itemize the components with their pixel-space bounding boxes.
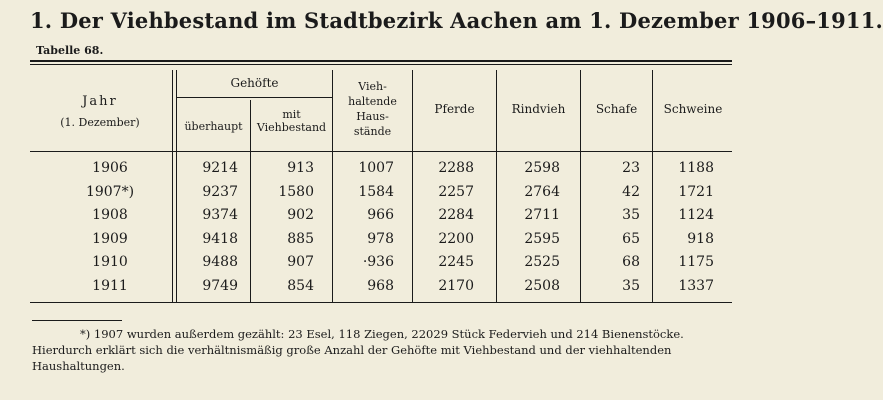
table-cell-schweine: 1721	[678, 183, 714, 200]
table-bottom-rule	[30, 302, 732, 303]
table-cell-ueberhaupt: 9749	[202, 277, 238, 294]
header-ueberhaupt: überhaupt	[184, 120, 243, 133]
table-row-year: 1911	[92, 277, 128, 294]
table-cell-rindvieh: 2595	[524, 230, 560, 247]
table-cell-schweine: 1337	[678, 277, 714, 294]
table-cell-schafe: 68	[622, 254, 640, 270]
table-cell-ueberhaupt: 9214	[202, 160, 238, 176]
header-viehhaltende-4: stände	[353, 125, 392, 138]
table-row-year: 1909	[92, 230, 128, 247]
table-cell-mit-vieh: 1580	[278, 183, 314, 200]
table-cell-haushalte: 966	[367, 207, 394, 223]
table-cell-schweine: 918	[687, 230, 714, 247]
table-cell-mit-vieh: 913	[287, 160, 314, 176]
table-cell-schafe: 35	[622, 207, 640, 223]
table-cell-schafe: 23	[622, 160, 640, 176]
footnote-rule	[32, 320, 122, 321]
table-cell-haushalte: 968	[367, 277, 394, 294]
gehoefte-group-rule	[177, 97, 332, 98]
table-cell-mit-vieh: 907	[287, 254, 314, 270]
table-cell-pferde: 2288	[438, 160, 474, 176]
footnote	[32, 326, 744, 374]
table-cell-pferde: 2257	[438, 183, 474, 200]
table-cell-ueberhaupt: 9488	[202, 254, 238, 270]
table-cell-rindvieh: 2525	[524, 254, 560, 270]
table-row-year: 1907*)	[85, 183, 135, 200]
table-cell-schafe: 65	[622, 230, 640, 247]
table-row-year: 1910	[92, 254, 128, 270]
table-top-rule	[30, 60, 732, 62]
header-jahr: Jahr	[82, 94, 118, 109]
header-viehhaltende-2: haltende	[348, 95, 397, 108]
table-cell-schweine: 1175	[678, 254, 714, 270]
header-jahr-sub: (1. Dezember)	[60, 116, 140, 129]
table-row-year: 1906	[92, 160, 128, 176]
header-rindvieh: Rindvieh	[511, 102, 566, 116]
table-cell-mit-vieh: 902	[287, 207, 314, 223]
table-top-rule-thin	[30, 64, 732, 65]
column-divider	[172, 70, 173, 302]
table-cell-mit-vieh: 885	[287, 230, 314, 247]
table-cell-schweine: 1124	[678, 207, 714, 223]
table-row-year: 1908	[92, 207, 128, 223]
footnote-line: *) 1907 wurden außerdem gezählt: 23 Esel, 118 Ziegen, 22029 Stück Federvieh und 214 Bienenstöcke.	[80, 327, 684, 341]
table-cell-pferde: 2170	[438, 277, 474, 294]
table-cell-pferde: 2245	[438, 254, 474, 270]
header-bottom-rule	[30, 151, 732, 152]
table-cell-haushalte: ·936	[362, 254, 394, 270]
table-cell-rindvieh: 2764	[524, 183, 560, 200]
header-mit-viehbestand-1: mit	[282, 108, 301, 121]
table-cell-rindvieh: 2711	[524, 207, 560, 223]
table-cell-pferde: 2284	[438, 207, 474, 223]
header-viehhaltende-1: Vieh-	[358, 80, 387, 93]
header-pferde: Pferde	[434, 102, 475, 116]
table-cell-ueberhaupt: 9418	[202, 230, 238, 247]
table-cell-schafe: 35	[622, 277, 640, 294]
footnote-line: Hierdurch erklärt sich die verhältnismäßig große Anzahl der Gehöfte mit Viehbestand und der viehhaltenden	[32, 343, 672, 357]
footnote-line: Haushaltungen.	[32, 359, 125, 373]
header-gehoefte: Gehöfte	[230, 76, 279, 90]
table-cell-haushalte: 978	[367, 230, 394, 247]
table-cell-pferde: 2200	[438, 230, 474, 247]
header-schafe: Schafe	[595, 102, 638, 116]
table-cell-haushalte: 1584	[358, 183, 394, 200]
table-label: Tabelle 68.	[36, 44, 104, 57]
table-cell-ueberhaupt: 9237	[202, 183, 238, 200]
table-cell-ueberhaupt: 9374	[202, 207, 238, 223]
table-cell-rindvieh: 2508	[524, 277, 560, 294]
table-cell-rindvieh: 2598	[524, 160, 560, 176]
header-viehhaltende-3: Haus-	[356, 110, 389, 123]
table-cell-schafe: 42	[622, 183, 640, 200]
header-mit-viehbestand-2: Viehbestand	[256, 121, 327, 134]
table-cell-mit-vieh: 854	[287, 277, 314, 294]
header-schweine: Schweine	[663, 102, 723, 116]
table-cell-schweine: 1188	[678, 160, 714, 176]
table-cell-haushalte: 1007	[358, 160, 394, 176]
page-title: 1. Der Viehbestand im Stadtbezirk Aachen am 1. Dezember 1906–1911.	[30, 8, 883, 33]
column-divider	[176, 70, 177, 302]
